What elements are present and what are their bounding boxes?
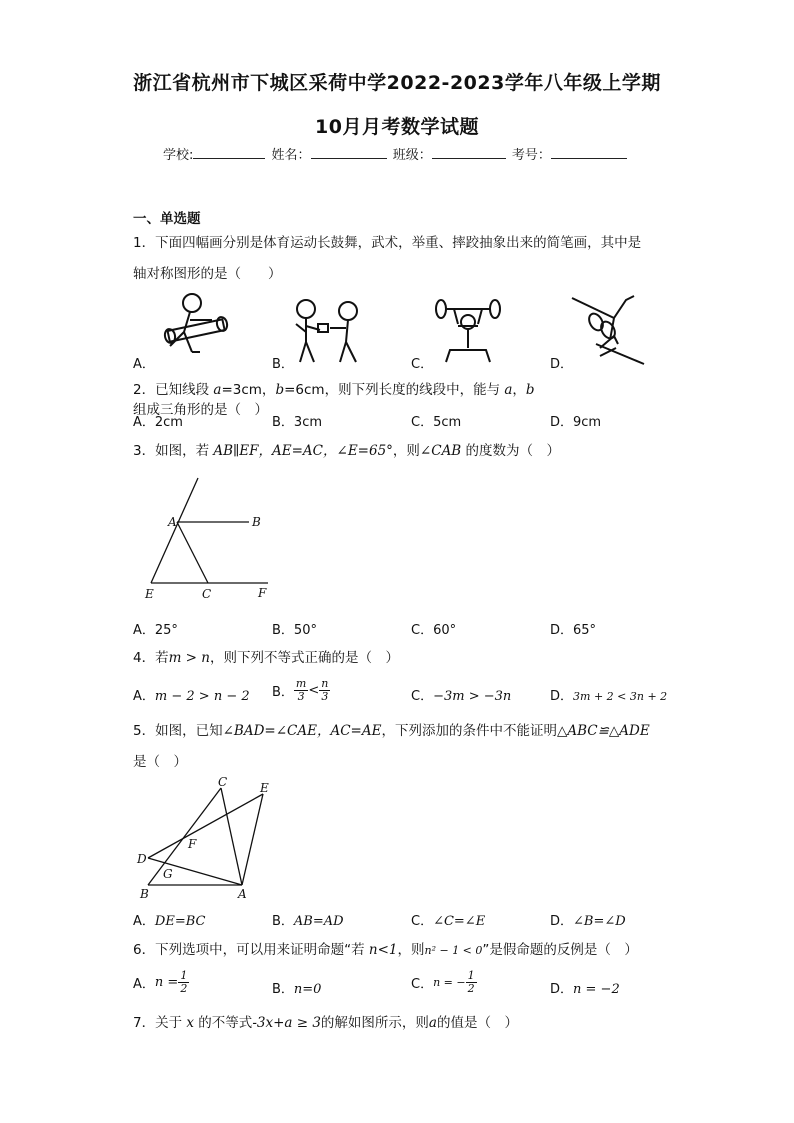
exam-number-label: 考号： xyxy=(511,148,551,163)
q5-stem-line2: 是（ ） xyxy=(133,754,187,770)
q2-option-b[interactable]: B．3cm xyxy=(272,415,323,430)
q1-stem-line1: 1．下面四幅画分别是体育运动长鼓舞，武术，举重、摔跤抽象出来的简笔画，其中是 xyxy=(133,235,642,251)
page-title: 浙江省杭州市下城区采荷中学2022-2023学年八年级上学期 xyxy=(133,72,661,94)
q2-option-d[interactable]: D．9cm xyxy=(550,415,602,430)
q3-label-b: B xyxy=(252,515,261,529)
q3-label-a: A xyxy=(168,515,177,529)
q3-option-c[interactable]: C．60° xyxy=(411,623,457,638)
q5-label-a: A xyxy=(238,887,247,901)
q3-figure xyxy=(140,476,280,602)
q3-option-d[interactable]: D．65° xyxy=(550,623,597,638)
q3-label-e: E xyxy=(145,587,154,601)
q1-option-c[interactable]: C． xyxy=(411,357,434,372)
exam-number-blank[interactable] xyxy=(551,146,627,159)
name-blank[interactable] xyxy=(311,146,387,159)
q5-option-d[interactable]: D．∠B=∠D xyxy=(550,914,626,929)
q1-figure-b xyxy=(290,296,370,368)
q6-option-a[interactable]: A．n = $\frac{1}{2}$ xyxy=(133,969,188,995)
q1-option-d[interactable]: D． xyxy=(550,357,574,372)
q3-option-b[interactable]: B．50° xyxy=(272,623,317,638)
school-label: 学校: xyxy=(163,148,194,163)
class-label: 班级： xyxy=(392,148,432,163)
q5-stem-line1: 5．如图，已知∠BAD=∠CAE，AC=AE，下列添加的条件中不能证明△ABC≌△ADE xyxy=(133,723,650,739)
q4-option-d[interactable]: D．3m + 2 < 3n + 2 xyxy=(550,689,668,704)
school-blank[interactable] xyxy=(193,146,265,159)
q3-option-a[interactable]: A．25° xyxy=(133,623,178,638)
q4-option-c[interactable]: C．−3m > −3n xyxy=(411,689,512,704)
q2-option-a[interactable]: A．2cm xyxy=(133,415,183,430)
q2-stem: 2．已知线段 a=3cm，b=6cm，则下列长度的线段中，能与 a，b 组成三角形的是（ ） xyxy=(133,382,535,418)
q5-label-b: B xyxy=(140,887,149,901)
q5-label-d: D xyxy=(137,852,147,866)
q5-label-e: E xyxy=(260,781,269,795)
student-info-line xyxy=(163,144,629,163)
q5-option-b[interactable]: B．AB=AD xyxy=(272,914,344,929)
q7-stem: 7．关于 x 的不等式-3x+a ≥ 3的解如图所示，则a的值是（ ） xyxy=(133,1015,518,1031)
q4-option-a[interactable]: A．m − 2 > n − 2 xyxy=(133,689,250,704)
q5-label-c: C xyxy=(218,776,228,789)
q6-stem: 6．下列选项中，可以用来证明命题“若 n<1，则n² − 1 < 0”是假命题的反例是（ ） xyxy=(133,942,638,958)
q5-option-a[interactable]: A．DE=BC xyxy=(133,914,206,929)
q6-option-c[interactable]: C．n = − $\frac{1}{2}$ xyxy=(411,969,475,995)
q6-option-b[interactable]: B．n=0 xyxy=(272,982,322,997)
q1-option-a[interactable]: A． xyxy=(133,357,155,372)
q3-label-f: F xyxy=(258,586,267,600)
q1-figure-a xyxy=(150,290,240,365)
section-heading: 一、单选题 xyxy=(133,211,201,227)
q5-label-g: G xyxy=(163,867,173,881)
q5-label-f: F xyxy=(188,837,197,851)
q5-option-c[interactable]: C．∠C=∠E xyxy=(411,914,486,929)
page-subtitle: 10月月考数学试题 xyxy=(315,116,479,138)
q1-figure-c xyxy=(432,292,506,366)
q3-stem: 3．如图，若 AB∥EF，AE=AC，∠E=65°，则∠CAB 的度数为（ ） xyxy=(133,443,561,459)
name-label: 姓名： xyxy=(271,148,311,163)
q4-option-b[interactable]: B． $\frac{m}{3}$ < $\frac{n}{3}$ xyxy=(272,677,329,703)
q6-option-d[interactable]: D．n = −2 xyxy=(550,982,620,997)
q4-stem: 4．若m > n，则下列不等式正确的是（ ） xyxy=(133,650,399,666)
class-blank[interactable] xyxy=(432,146,506,159)
q1-figure-d xyxy=(570,288,646,366)
q3-label-c: C xyxy=(202,587,212,601)
q2-option-c[interactable]: C．5cm xyxy=(411,415,462,430)
q1-stem-line2: 轴对称图形的是（ ） xyxy=(133,266,282,282)
q5-figure xyxy=(132,776,282,902)
q1-option-b[interactable]: B． xyxy=(272,357,294,372)
